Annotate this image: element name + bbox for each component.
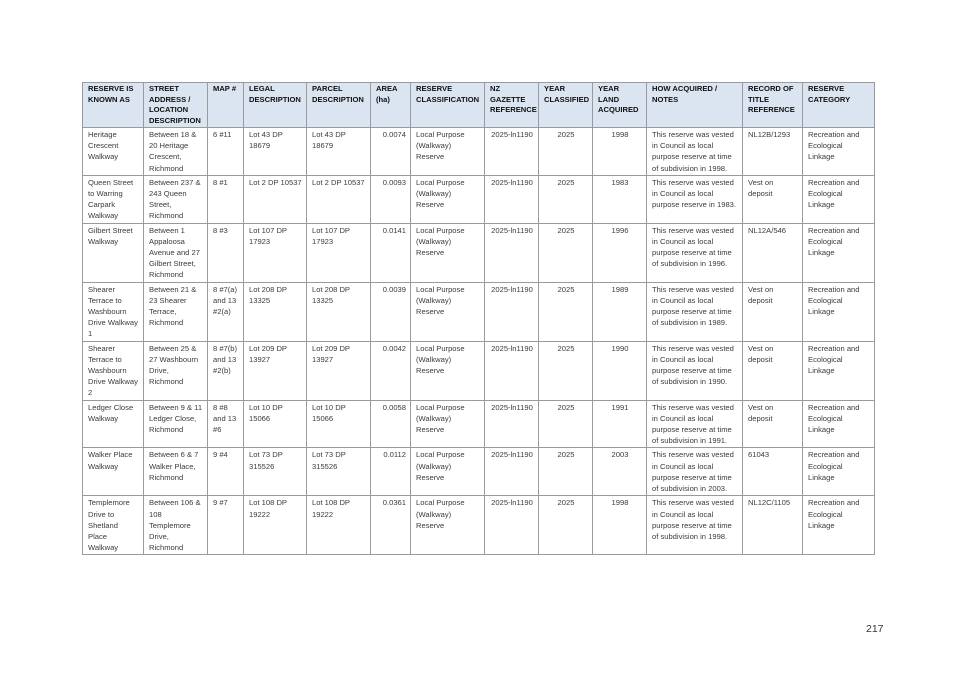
table-row: [83, 282, 875, 341]
cell-street-address: Between 6 & 7 Walker Place, Richmond: [144, 448, 208, 496]
cell-area: 0.0039: [371, 282, 411, 341]
cell-notes: This reserve was vested in Council as local purpose reserve at time of subdivision in 1998.: [647, 496, 743, 555]
cell-year-acquired: 1989: [593, 282, 647, 341]
cell-map: 9 #7: [208, 496, 244, 555]
table-row: [83, 223, 875, 282]
column-header-street-address: STREET ADDRESS / LOCATION DESCRIPTION: [144, 83, 208, 128]
table-row: [83, 128, 875, 176]
cell-gazette-reference: 2025-ln1190: [485, 448, 539, 496]
cell-category: Recreation and Ecological Linkage: [803, 496, 875, 555]
cell-gazette-reference: 2025-ln1190: [485, 223, 539, 282]
cell-map: 8 #1: [208, 175, 244, 223]
cell-title-reference: NL12A/546: [743, 223, 803, 282]
cell-category: Recreation and Ecological Linkage: [803, 282, 875, 341]
cell-legal-description: Lot 73 DP 315526: [244, 448, 307, 496]
column-header-gazette-reference: NZ GAZETTE REFERENCE: [485, 83, 539, 128]
cell-notes: This reserve was vested in Council as local purpose reserve at time of subdivision in 1989.: [647, 282, 743, 341]
cell-classification: Local Purpose (Walkway) Reserve: [411, 496, 485, 555]
cell-street-address: Between 25 & 27 Washbourn Drive, Richmond: [144, 341, 208, 400]
cell-notes: This reserve was vested in Council as local purpose reserve at time of subdivision in 1991.: [647, 400, 743, 448]
cell-known-as: Ledger Close Walkway: [83, 400, 144, 448]
cell-classification: Local Purpose (Walkway) Reserve: [411, 282, 485, 341]
column-header-classification: RESERVE CLASSIFICATION: [411, 83, 485, 128]
cell-category: Recreation and Ecological Linkage: [803, 175, 875, 223]
cell-classification: Local Purpose (Walkway) Reserve: [411, 128, 485, 176]
cell-title-reference: NL12B/1293: [743, 128, 803, 176]
cell-classification: Local Purpose (Walkway) Reserve: [411, 400, 485, 448]
cell-area: 0.0093: [371, 175, 411, 223]
cell-parcel-description: Lot 2 DP 10537: [307, 175, 371, 223]
cell-year-acquired: 1991: [593, 400, 647, 448]
column-header-map: MAP #: [208, 83, 244, 128]
reserves-table: [82, 82, 875, 555]
cell-title-reference: 61043: [743, 448, 803, 496]
cell-year-classified: 2025: [539, 448, 593, 496]
column-header-parcel-description: PARCEL DESCRIPTION: [307, 83, 371, 128]
cell-year-classified: 2025: [539, 282, 593, 341]
header-row: [83, 83, 875, 128]
cell-parcel-description: Lot 43 DP 18679: [307, 128, 371, 176]
cell-gazette-reference: 2025-ln1190: [485, 128, 539, 176]
cell-legal-description: Lot 108 DP 19222: [244, 496, 307, 555]
cell-category: Recreation and Ecological Linkage: [803, 128, 875, 176]
cell-map: 8 #7(a) and 13 #2(a): [208, 282, 244, 341]
cell-category: Recreation and Ecological Linkage: [803, 400, 875, 448]
column-header-area: AREA (ha): [371, 83, 411, 128]
column-header-title-reference: RECORD OF TITLE REFERENCE: [743, 83, 803, 128]
cell-title-reference: Vest on deposit: [743, 282, 803, 341]
cell-known-as: Heritage Crescent Walkway: [83, 128, 144, 176]
cell-known-as: Queen Street to Warring Carpark Walkway: [83, 175, 144, 223]
cell-parcel-description: Lot 209 DP 13927: [307, 341, 371, 400]
cell-parcel-description: Lot 107 DP 17923: [307, 223, 371, 282]
cell-notes: This reserve was vested in Council as local purpose reserve at time of subdivision in 1998.: [647, 128, 743, 176]
cell-notes: This reserve was vested in Council as local purpose reserve at time of subdivision in 1990.: [647, 341, 743, 400]
cell-area: 0.0074: [371, 128, 411, 176]
column-header-notes: HOW ACQUIRED / NOTES: [647, 83, 743, 128]
cell-map: 6 #11: [208, 128, 244, 176]
cell-category: Recreation and Ecological Linkage: [803, 223, 875, 282]
cell-map: 8 #7(b) and 13 #2(b): [208, 341, 244, 400]
cell-map: 8 #8 and 13 #6: [208, 400, 244, 448]
cell-year-classified: 2025: [539, 223, 593, 282]
cell-year-acquired: 1998: [593, 128, 647, 176]
cell-gazette-reference: 2025-ln1190: [485, 282, 539, 341]
cell-year-classified: 2025: [539, 341, 593, 400]
cell-classification: Local Purpose (Walkway) Reserve: [411, 448, 485, 496]
column-header-known-as: RESERVE IS KNOWN AS: [83, 83, 144, 128]
cell-title-reference: Vest on deposit: [743, 400, 803, 448]
cell-category: Recreation and Ecological Linkage: [803, 341, 875, 400]
cell-area: 0.0058: [371, 400, 411, 448]
cell-parcel-description: Lot 108 DP 19222: [307, 496, 371, 555]
cell-classification: Local Purpose (Walkway) Reserve: [411, 175, 485, 223]
cell-year-classified: 2025: [539, 175, 593, 223]
cell-legal-description: Lot 209 DP 13927: [244, 341, 307, 400]
cell-legal-description: Lot 208 DP 13325: [244, 282, 307, 341]
page-number: 217: [866, 623, 884, 635]
table-row: [83, 400, 875, 448]
cell-legal-description: Lot 107 DP 17923: [244, 223, 307, 282]
cell-gazette-reference: 2025-ln1190: [485, 341, 539, 400]
cell-year-acquired: 2003: [593, 448, 647, 496]
cell-street-address: Between 106 & 108 Templemore Drive, Richmond: [144, 496, 208, 555]
cell-known-as: Gilbert Street Walkway: [83, 223, 144, 282]
cell-parcel-description: Lot 208 DP 13325: [307, 282, 371, 341]
cell-gazette-reference: 2025-ln1190: [485, 175, 539, 223]
cell-street-address: Between 9 & 11 Ledger Close, Richmond: [144, 400, 208, 448]
cell-parcel-description: Lot 73 DP 315526: [307, 448, 371, 496]
cell-gazette-reference: 2025-ln1190: [485, 496, 539, 555]
cell-area: 0.0112: [371, 448, 411, 496]
table-row: [83, 496, 875, 555]
cell-street-address: Between 1 Appaloosa Avenue and 27 Gilbert Street, Richmond: [144, 223, 208, 282]
column-header-legal-description: LEGAL DESCRIPTION: [244, 83, 307, 128]
cell-area: 0.0042: [371, 341, 411, 400]
cell-gazette-reference: 2025-ln1190: [485, 400, 539, 448]
cell-legal-description: Lot 43 DP 18679: [244, 128, 307, 176]
column-header-year-acquired: YEAR LAND ACQUIRED: [593, 83, 647, 128]
table-row: [83, 448, 875, 496]
cell-known-as: Walker Place Walkway: [83, 448, 144, 496]
cell-legal-description: Lot 10 DP 15066: [244, 400, 307, 448]
table-row: [83, 341, 875, 400]
cell-street-address: Between 237 & 243 Queen Street, Richmond: [144, 175, 208, 223]
cell-title-reference: NL12C/1105: [743, 496, 803, 555]
cell-notes: This reserve was vested in Council as local purpose reserve in 1983.: [647, 175, 743, 223]
cell-title-reference: Vest on deposit: [743, 341, 803, 400]
cell-area: 0.0141: [371, 223, 411, 282]
column-header-year-classified: YEAR CLASSIFIED: [539, 83, 593, 128]
cell-known-as: Templemore Drive to Shetland Place Walkway: [83, 496, 144, 555]
cell-area: 0.0361: [371, 496, 411, 555]
cell-street-address: Between 18 & 20 Heritage Crescent, Richmond: [144, 128, 208, 176]
table-body: [83, 128, 875, 555]
cell-known-as: Shearer Terrace to Washbourn Drive Walkway 1: [83, 282, 144, 341]
cell-year-classified: 2025: [539, 400, 593, 448]
cell-title-reference: Vest on deposit: [743, 175, 803, 223]
cell-year-acquired: 1996: [593, 223, 647, 282]
cell-legal-description: Lot 2 DP 10537: [244, 175, 307, 223]
cell-known-as: Shearer Terrace to Washbourn Drive Walkway 2: [83, 341, 144, 400]
cell-year-classified: 2025: [539, 128, 593, 176]
cell-street-address: Between 21 & 23 Shearer Terrace, Richmond: [144, 282, 208, 341]
cell-parcel-description: Lot 10 DP 15066: [307, 400, 371, 448]
cell-year-acquired: 1983: [593, 175, 647, 223]
cell-notes: This reserve was vested in Council as local purpose reserve at time of subdivision in 1996.: [647, 223, 743, 282]
column-header-category: RESERVE CATEGORY: [803, 83, 875, 128]
cell-year-classified: 2025: [539, 496, 593, 555]
cell-map: 8 #3: [208, 223, 244, 282]
cell-map: 9 #4: [208, 448, 244, 496]
cell-classification: Local Purpose (Walkway) Reserve: [411, 223, 485, 282]
cell-classification: Local Purpose (Walkway) Reserve: [411, 341, 485, 400]
cell-notes: This reserve was vested in Council as local purpose reserve at time of subdivision in 2003.: [647, 448, 743, 496]
table-row: [83, 175, 875, 223]
cell-category: Recreation and Ecological Linkage: [803, 448, 875, 496]
cell-year-acquired: 1990: [593, 341, 647, 400]
cell-year-acquired: 1998: [593, 496, 647, 555]
